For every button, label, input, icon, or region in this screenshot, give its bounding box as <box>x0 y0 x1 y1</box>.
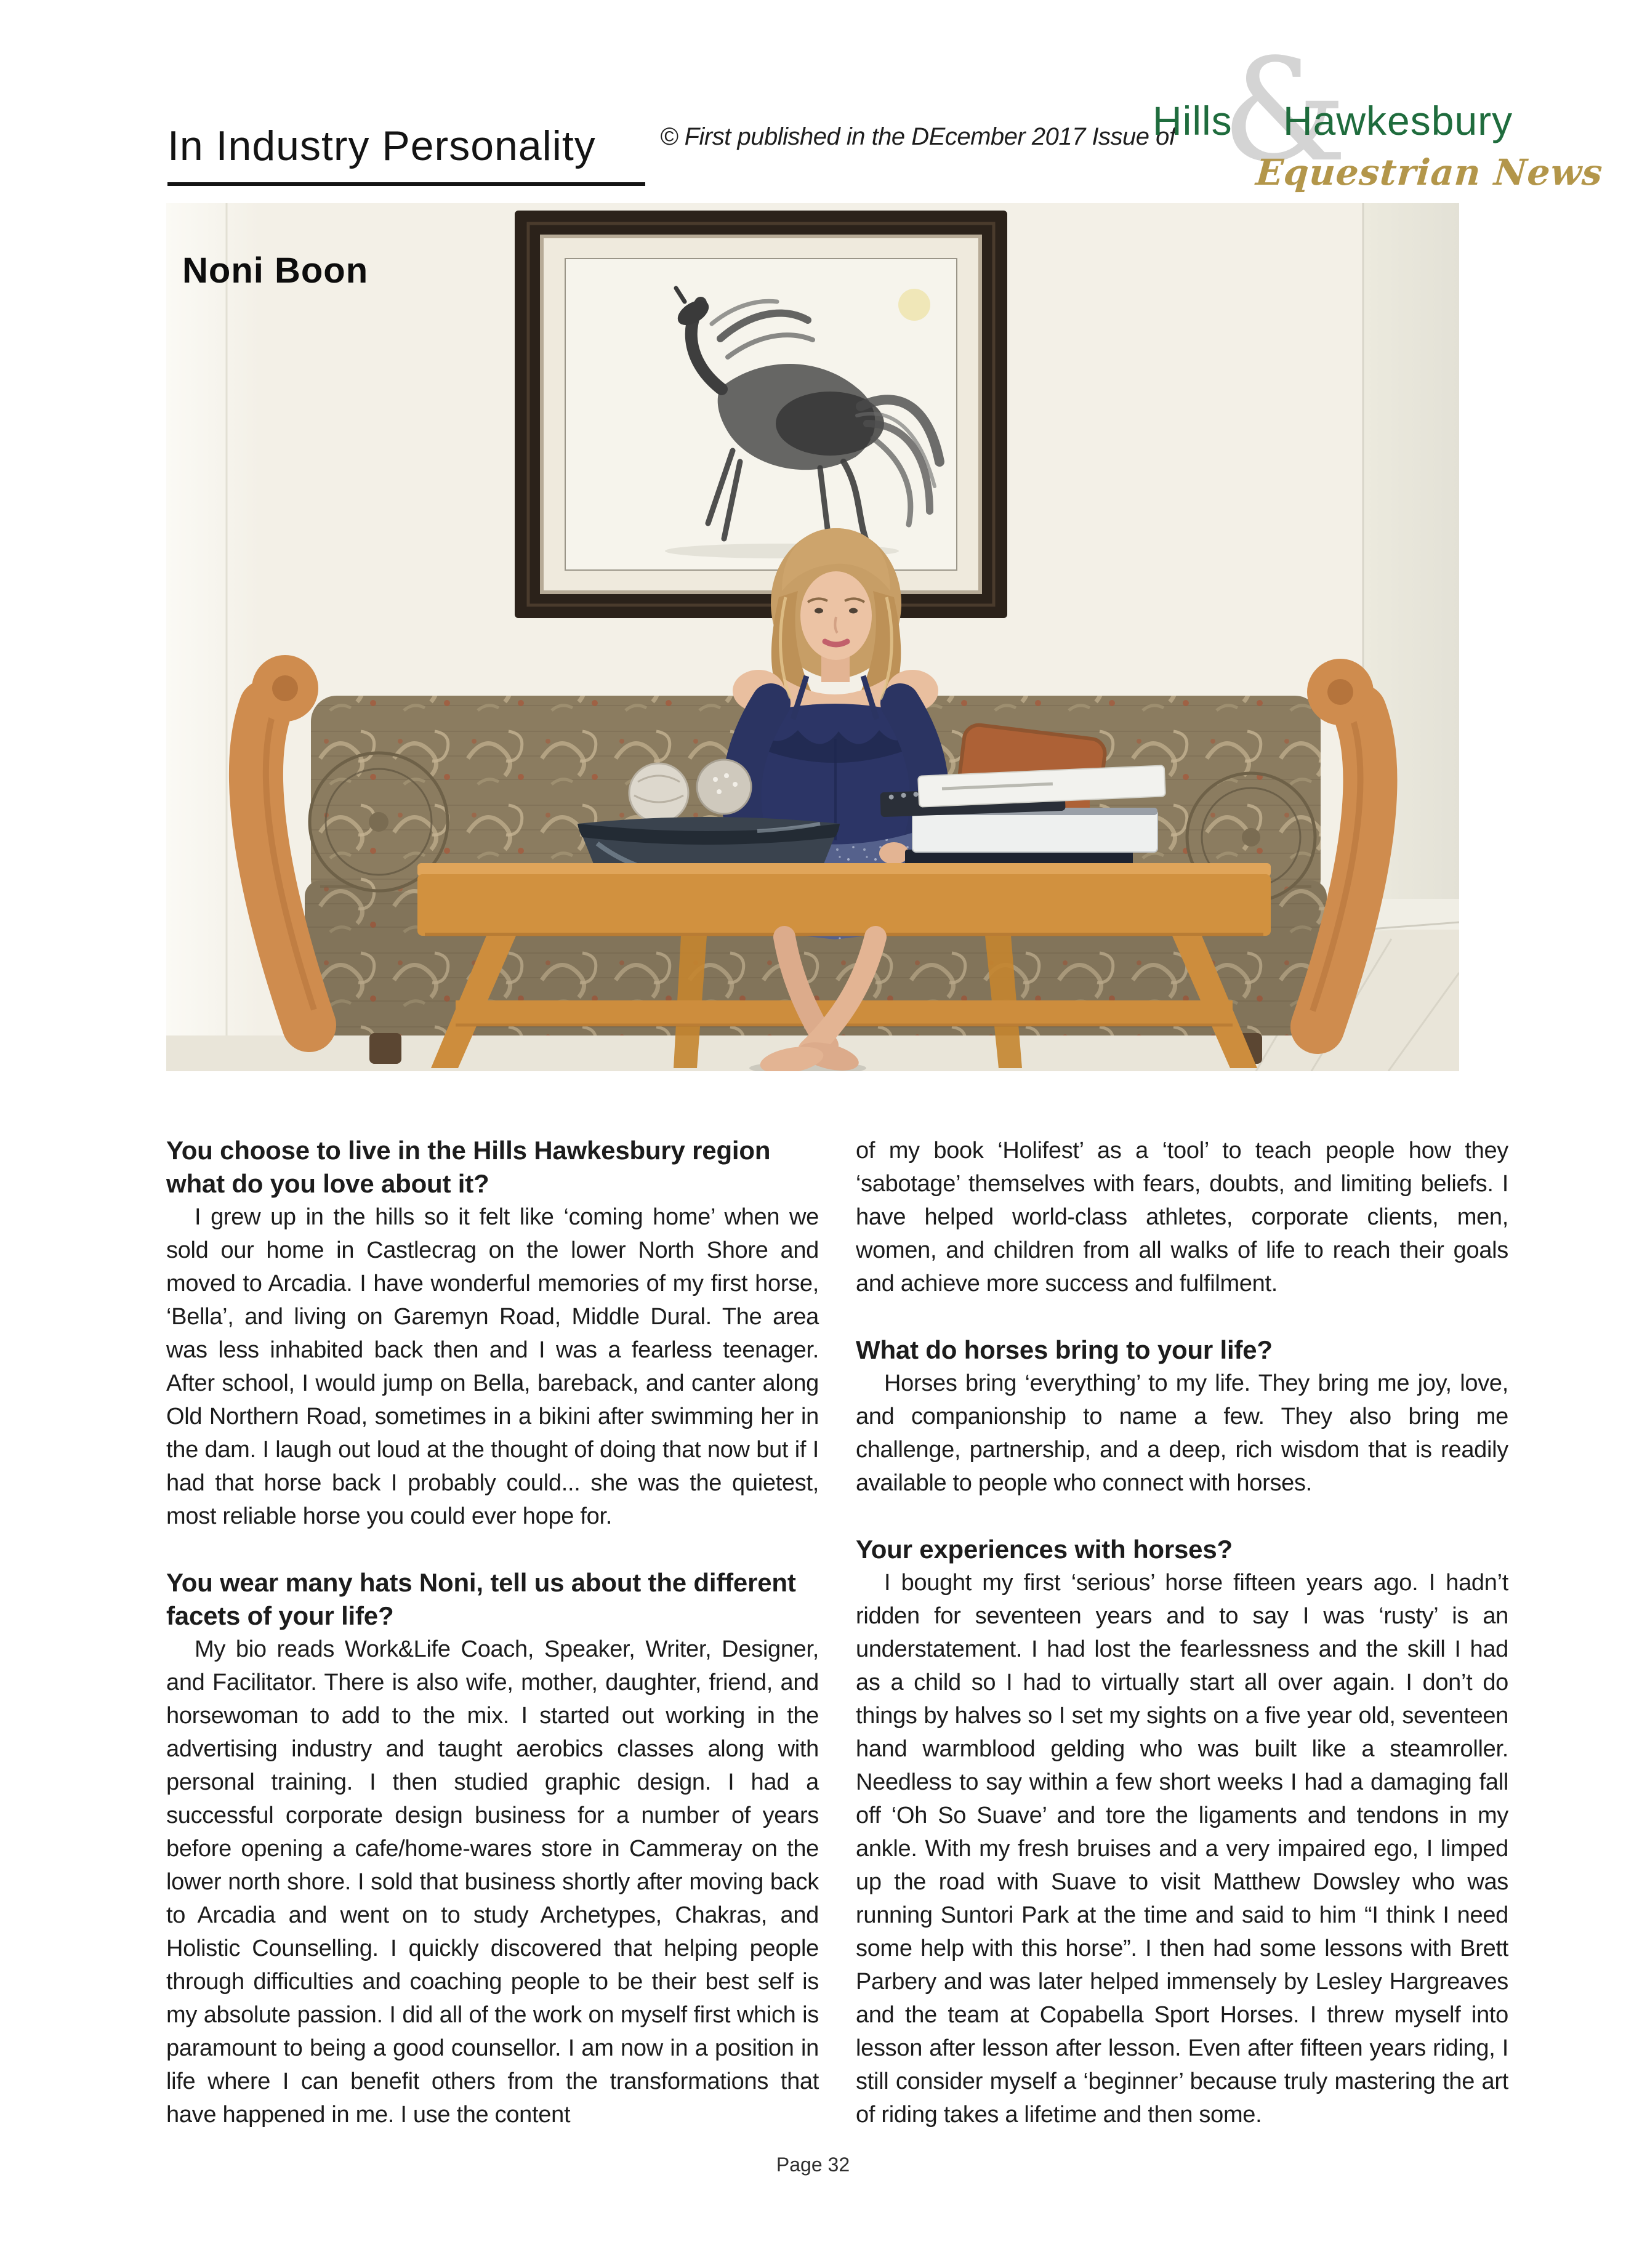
question-heading: Your experiences with horses? <box>856 1535 1233 1564</box>
article-column-left <box>166 1134 819 2131</box>
book-stack <box>880 765 1165 871</box>
logo-tagline: Equestrian News <box>1254 151 1604 193</box>
section-underline <box>167 182 645 186</box>
answer-paragraph: Horses bring ‘everything’ to my life. They bring me joy, love, and companionship to name a few. They also bring me challenge, partnership, and a deep, rich wisdom that is readily available to people who connect with horses. <box>856 1370 1508 1496</box>
answer-paragraph-continued: of my book ‘Holifest’ as a ‘tool’ to teach people how they ‘sabotage’ themselves with fears, doubts, and limiting beliefs. I have helped world-class athletes, corporate clients, men, women, and children from all walks of life to reach their goals and achieve more success and fulfilment. <box>856 1138 1508 1297</box>
photo-title: Noni Boon <box>182 251 369 291</box>
logo-ampersand: & <box>1222 29 1348 193</box>
photo-illustration <box>166 203 1459 1071</box>
question-heading: What do horses bring to your life? <box>856 1335 1273 1364</box>
page-number: Page 32 <box>776 2153 850 2176</box>
answer-paragraph: I grew up in the hills so it felt like ‘coming home’ when we sold our home in Castlecrag on the lower North Shore and moved to Arcadia. I have wonderful memories of my first horse, ‘Bella’, and living on Garemyn Road, Middle Dural. The area was less inhabited back then and I was a fearless teenager. After school, I would jump on Bella, bareback, and canter along Old Northern Road, sometimes in a bikini after swimming her in the dam. I laugh out loud at the thought of doing that now but if I had that horse back I probably could... she was the quietest, most reliable horse you could ever hope for. <box>166 1204 819 1529</box>
article-column-right <box>856 1134 1508 2131</box>
logo-word-hills: Hills <box>1153 98 1233 143</box>
article-photo <box>166 203 1459 1071</box>
logo-word-hawkesbury: Hawkesbury <box>1283 98 1513 143</box>
answer-paragraph: I bought my first ‘serious’ horse fifteen years ago. I hadn’t ridden for seventeen years and to say I was ‘rusty’ is an understatement. I had lost the fearlessness and the skill I had as a child so I had to virtually start all over again. I don’t do things by halves so I set my sights on a five year old, seventeen hand warmblood gelding who was built like a steamroller. Needless to say within a few short weeks I had a damaging fall off ‘Oh So Suave’ and tore the ligaments and tendons in my ankle. With my fresh bruises and a very impaired ego, I limped up the road with Suave to visit Matthew Dowsley who was running Suntori Park at the time and said to him “I think I need some help with this horse”. I then had some lessons with Brett Parbery and was later helped immensely by Lesley Hargreaves and the team at Copabella Sport Horses. I threw myself into lesson after lesson after lesson. Even after fifteen years riding, I still consider myself a ‘beginner’ because truly mastering the art of riding takes a lifetime and then some. <box>856 1570 1508 2128</box>
question-heading: You choose to live in the Hills Hawkesbury region what do you love about it? <box>166 1136 771 1198</box>
face <box>800 571 872 660</box>
question-heading: You wear many hats Noni, tell us about the different facets of your life? <box>166 1568 796 1630</box>
horse-painting <box>515 211 1007 618</box>
answer-paragraph: My bio reads Work&Life Coach, Speaker, Writer, Designer, and Facilitator. There is also wife, mother, daughter, friend, and horsewoman to add to the mix. I started out working in the advertising industry and taught aerobics classes along with personal training. I then studied graphic design. I had a successful corporate design business for a number of years before opening a cafe/home-wares store in Cammeray on the lower north shore. I sold that business shortly after moving back to Arcadia and went on to study Archetypes, Chakras, and Holistic Counselling. I quickly discovered that helping people through difficulties and coaching people to be their best self is my absolute passion. I did all of the work on myself first which is paramount to being a good counsellor. I am now in a position in life where I can benefit others from the transformations that have happened in me. I use the content <box>166 1636 819 2128</box>
publication-logo <box>1153 29 1604 196</box>
attribution-line: © First published in the DEcember 2017 Issue of <box>660 123 1176 150</box>
section-label: In Industry Personality <box>167 123 596 169</box>
